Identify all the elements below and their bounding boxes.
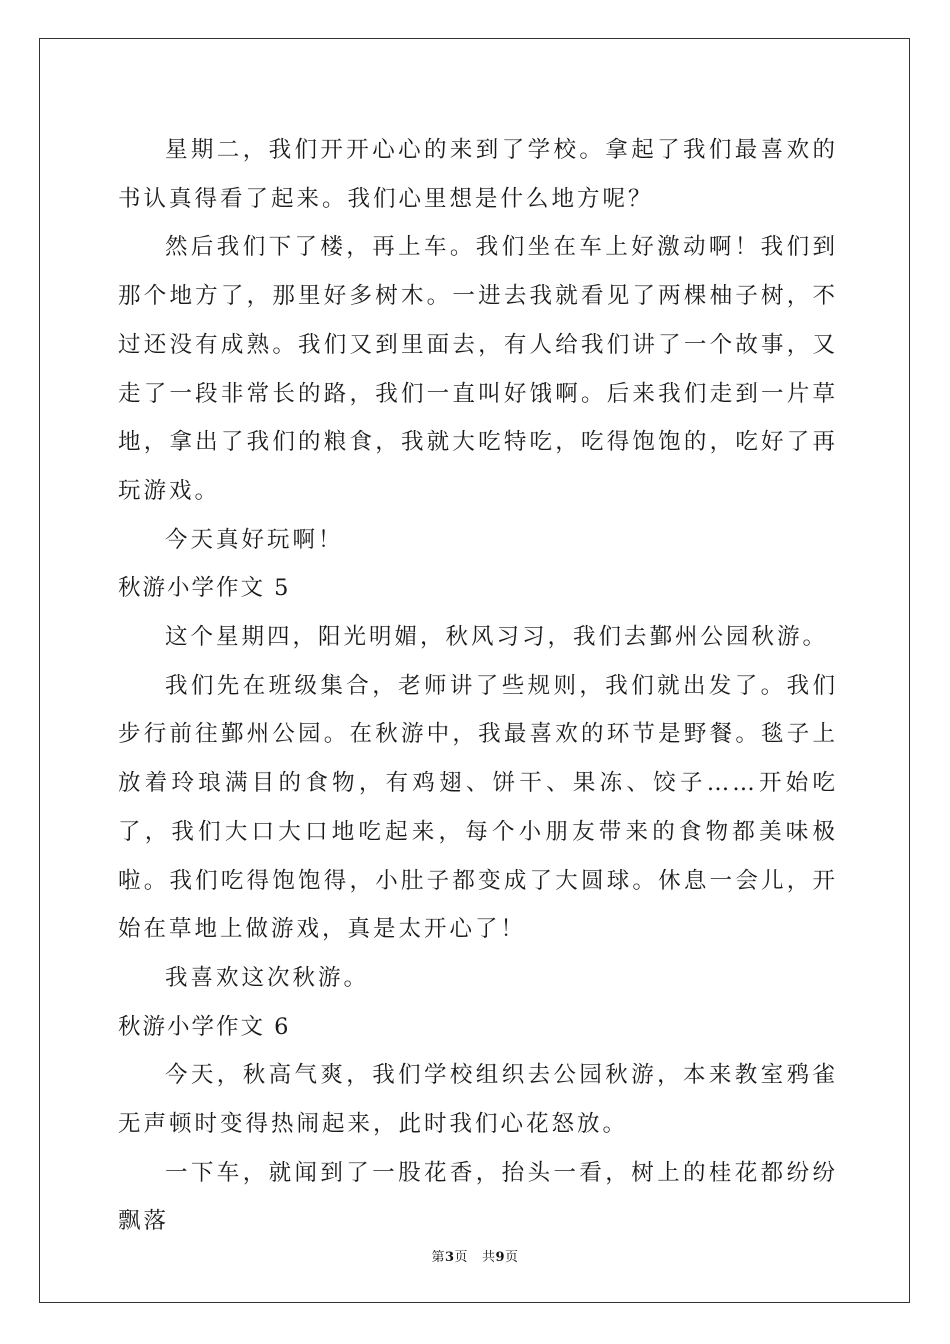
- section-heading: 秋游小学作文 5: [118, 575, 291, 602]
- paragraph: 然后我们下了楼，再上车。我们坐在车上好激动啊！我们到那个地方了，那里好多树木。一进去我就看见了两棵柚子树，不过还没有成熟。我们又到里面去，有人给我们讲了一个故事，又走了一段非常长的路，我们一直叫好饿啊。后来我们走到一片草地，拿出了我们的粮食，我就大吃特吃，吃得饱饱的，吃好了再玩游戏。: [118, 234, 838, 504]
- paragraph: 今天真好玩啊！: [165, 526, 344, 553]
- paragraph: 今天，秋高气爽，我们学校组织去公园秋游，本来教室鸦雀无声顿时变得热闹起来，此时我们心花怒放。: [118, 1062, 838, 1138]
- paragraph: 星期二，我们开开心心的来到了学校。拿起了我们最喜欢的书认真得看了起来。我们心里想是什么地方呢？: [118, 137, 838, 212]
- section-heading: 秋游小学作文 6: [118, 1013, 291, 1040]
- footer-page-unit: 页: [454, 1250, 469, 1265]
- paragraph: 一下车，就闻到了一股花香，抬头一看，树上的桂花都纷纷飘落: [118, 1159, 838, 1235]
- footer-prefix: 第: [431, 1250, 445, 1265]
- current-page-number: 3: [444, 1250, 455, 1265]
- paragraph: 这个星期四，阳光明媚，秋风习习，我们去鄞州公园秋游。: [165, 624, 829, 651]
- document-body: [118, 126, 838, 1246]
- paragraph: 我喜欢这次秋游。: [165, 964, 370, 991]
- page-footer: [0, 1246, 950, 1265]
- total-page-count: 9: [495, 1250, 506, 1265]
- paragraph: 我们先在班级集合，老师讲了些规则，我们就出发了。我们步行前往鄞州公园。在秋游中，我最喜欢的环节是野餐。毯子上放着玲琅满目的食物，有鸡翅、饼干、果冻、饺子……开始吃了，我们大口大口地吃起来，每个小朋友带来的食物都美味极啦。我们吃得饱饱得，小肚子都变成了大圆球。休息一会儿，开始在草地上做游戏，真是太开心了！: [118, 672, 838, 943]
- footer-total-unit: 页: [505, 1250, 519, 1265]
- footer-total-prefix: 共: [481, 1250, 496, 1265]
